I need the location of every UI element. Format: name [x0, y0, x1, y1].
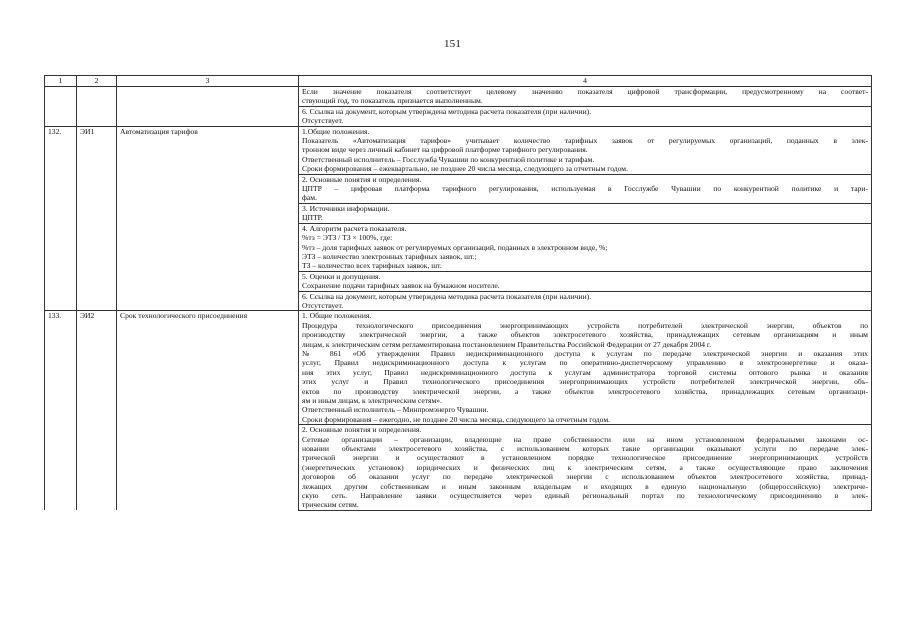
description-line: фам. — [302, 193, 317, 203]
row-name-cell — [117, 425, 299, 511]
row-code-cell — [77, 106, 117, 126]
description-line: тронном виде через личный кабинет на цифровой платформе тарифного регулирования. — [302, 145, 588, 155]
row-code-cell — [77, 174, 117, 203]
row-name-cell — [117, 271, 299, 291]
row-number-cell — [45, 291, 77, 311]
description-line: Отсутствует. — [302, 300, 344, 310]
description-line: Ответственный исполнитель – Госслужба Чувашии по конкурентной политике и тарифам. — [302, 154, 595, 164]
row-name-cell — [117, 223, 299, 271]
row-name-cell — [117, 174, 299, 203]
entry-number: 132. — [48, 126, 62, 136]
description-line: (энергетических установок) юридических и физических лиц к электрическим сетям, а также осуществляющие право заключения — [302, 462, 868, 472]
description-line: трической энергии и осуществляют в установленном порядке технологическое присоединение энергопринимающих устройств — [302, 453, 868, 463]
table-header-row — [45, 76, 872, 87]
entry-code: ЭИ1 — [80, 126, 95, 136]
description-section — [299, 87, 872, 107]
description-line: %тз = ЭТЗ / ТЗ × 100%, где: — [302, 233, 393, 243]
row-number-cell — [45, 311, 77, 425]
description-line: %тз – доля тарифных заявок от регулируемых организаций, поданных в электронном виде, %; — [302, 242, 608, 252]
row-number-cell — [45, 126, 77, 174]
description-line: Показатель «Автоматизация тарифов» учитывает количество тарифных заявок от регулируемых организаций, поданных в элек- — [302, 136, 868, 146]
indicator-table — [44, 75, 872, 511]
description-line: договоров об оказании услуг по передаче электрической энергии с использованием объектов электросетевого хозяйства, принад- — [302, 472, 868, 482]
description-line: 4. Алгоритм расчета показателя. — [302, 223, 407, 233]
description-line: ЭТЗ – количество электронных тарифных заявок, шт.; — [302, 251, 477, 261]
description-line: 6. Ссылка на документ, которым утверждена методика расчета показателя (при наличии). — [302, 291, 592, 301]
description-section — [299, 126, 872, 174]
description-section — [299, 311, 872, 425]
description-line: лицам, к электрическим сетям регламентирована постановлением Правительства Российской Федерации от 27 декабря 2004 г. — [302, 339, 712, 349]
description-section — [299, 425, 872, 511]
row-code-cell — [77, 291, 117, 311]
table-row — [45, 126, 872, 174]
description-line: 5. Оценки и допущения. — [302, 271, 381, 281]
description-line: № 861 «Об утверждении Правил недискриминационного доступа к услугам по передаче электрической энергии и оказания этих — [302, 348, 868, 358]
description-section — [299, 203, 872, 223]
description-line: Процедура технологического присоединения энергопринимающих устройств потребителей электрической энергии, объектов по — [302, 320, 868, 330]
description-line: услуг, Правил недискриминационного доступа к услугам по оперативно-диспетчерскому управлению в электроэнергетике и оказа- — [302, 358, 868, 368]
row-number-cell — [45, 203, 77, 223]
description-line: скую сеть. Направление заявки осуществляется через единый региональный портал по технологическому присоединению в элек- — [302, 491, 868, 501]
row-code-cell — [77, 425, 117, 511]
description-section — [299, 106, 872, 126]
description-line: новании объектами электросетевого хозяйства, с использованием которых такие организации оказывают услуги по передаче элек- — [302, 444, 868, 454]
entry-name: Срок технологического присоединения — [120, 311, 248, 321]
description-line: 1.Общие положения. — [302, 126, 370, 136]
description-section — [299, 291, 872, 311]
row-code-cell — [77, 87, 117, 107]
description-line: Если значение показателя соответствует целевому значению показателя цифровой трансформации, предусмотренному на соответ- — [302, 87, 868, 96]
row-code-cell — [77, 271, 117, 291]
row-number-cell — [45, 425, 77, 511]
column-header-1: 1 — [45, 76, 77, 87]
column-header-4: 4 — [299, 76, 872, 87]
description-line: Сроки формирования – ежеквартально, не позднее 20 числа месяца, следующего за отчетным годом. — [302, 164, 629, 174]
description-line: ектов по производству электрической энергии, а также объектов электросетевого хозяйства, принадлежащих сетевым организаци- — [302, 386, 868, 396]
table-body — [45, 76, 872, 511]
description-line: ТЗ – количество всех тарифных заявок, шт. — [302, 261, 442, 271]
page-number: 151 — [443, 38, 462, 50]
row-code-cell — [77, 126, 117, 174]
row-number-cell — [45, 174, 77, 203]
table-row — [45, 106, 872, 126]
row-number-cell — [45, 271, 77, 291]
column-header-2: 2 — [77, 76, 117, 87]
entry-code: ЭИ2 — [80, 311, 95, 321]
description-line: Отсутствует. — [302, 116, 344, 126]
description-line: Ответственный исполнитель – Минпромэнерго Чувашии. — [302, 405, 489, 415]
description-line: ния этих услуг, Правил недискриминационного доступа к услугам администратора торговой системы оптового рынка и оказания — [302, 367, 868, 377]
table-row — [45, 271, 872, 291]
description-line: ЦПТР – цифровая платформа тарифного регулирования, используемая в Госслужбе Чувашии по конкурентной политике и тари- — [302, 184, 868, 194]
row-code-cell — [77, 223, 117, 271]
description-line: Сохранение подачи тарифных заявок на бумажном носителе. — [302, 281, 500, 291]
description-line: 2. Основные понятия и определения. — [302, 425, 422, 435]
row-name-cell — [117, 311, 299, 425]
description-line: 1. Общие положения. — [302, 311, 372, 321]
table-row — [45, 87, 872, 107]
description-section — [299, 223, 872, 271]
table-row — [45, 311, 872, 425]
table-row — [45, 425, 872, 511]
description-line: 6. Ссылка на документ, которым утверждена методика расчета показателя (при наличии). — [302, 106, 592, 116]
row-code-cell — [77, 311, 117, 425]
description-line: ям и иным лицам, к электрическим сетям». — [302, 396, 442, 405]
row-name-cell — [117, 126, 299, 174]
description-line: этих услуг и Правил технологического присоединения энергопринимающих устройств потребителей электрической энергии, объ- — [302, 377, 868, 387]
description-line: Сроки формирования – ежегодно, не позднее 20 числа месяца, следующего за отчетным годом. — [302, 414, 611, 424]
row-number-cell — [45, 223, 77, 271]
row-name-cell — [117, 291, 299, 311]
entry-number: 133. — [48, 311, 62, 321]
description-line: ЦПТР. — [302, 213, 323, 223]
description-section — [299, 174, 872, 203]
row-number-cell — [45, 87, 77, 107]
description-line: Сетевые организации – организации, владеющие на праве собственности или на ином установленном федеральными законами ос- — [302, 434, 868, 444]
description-line: производству электрической энергии, а также объектов электросетевого хозяйства, принадлежащих сетевым организациям и иным — [302, 330, 868, 340]
table-row — [45, 203, 872, 223]
row-number-cell — [45, 106, 77, 126]
row-name-cell — [117, 87, 299, 107]
row-name-cell — [117, 106, 299, 126]
row-name-cell — [117, 203, 299, 223]
description-line: 2. Основные понятия и определения. — [302, 174, 422, 184]
description-line: 3. Источники информации. — [302, 203, 390, 213]
description-line: лежащих другим собственникам и иным законным владельцам и входящих в единую национальную (общероссийскую) электриче- — [302, 481, 868, 491]
table-row — [45, 223, 872, 271]
table-row — [45, 174, 872, 203]
entry-name: Автоматизация тарифов — [120, 126, 198, 136]
table-row — [45, 291, 872, 311]
column-header-3: 3 — [117, 76, 299, 87]
description-line: ствующий год, то показатель признается выполненным. — [302, 96, 483, 106]
description-section — [299, 271, 872, 291]
description-line: трическим сетям. — [302, 500, 359, 510]
row-code-cell — [77, 203, 117, 223]
